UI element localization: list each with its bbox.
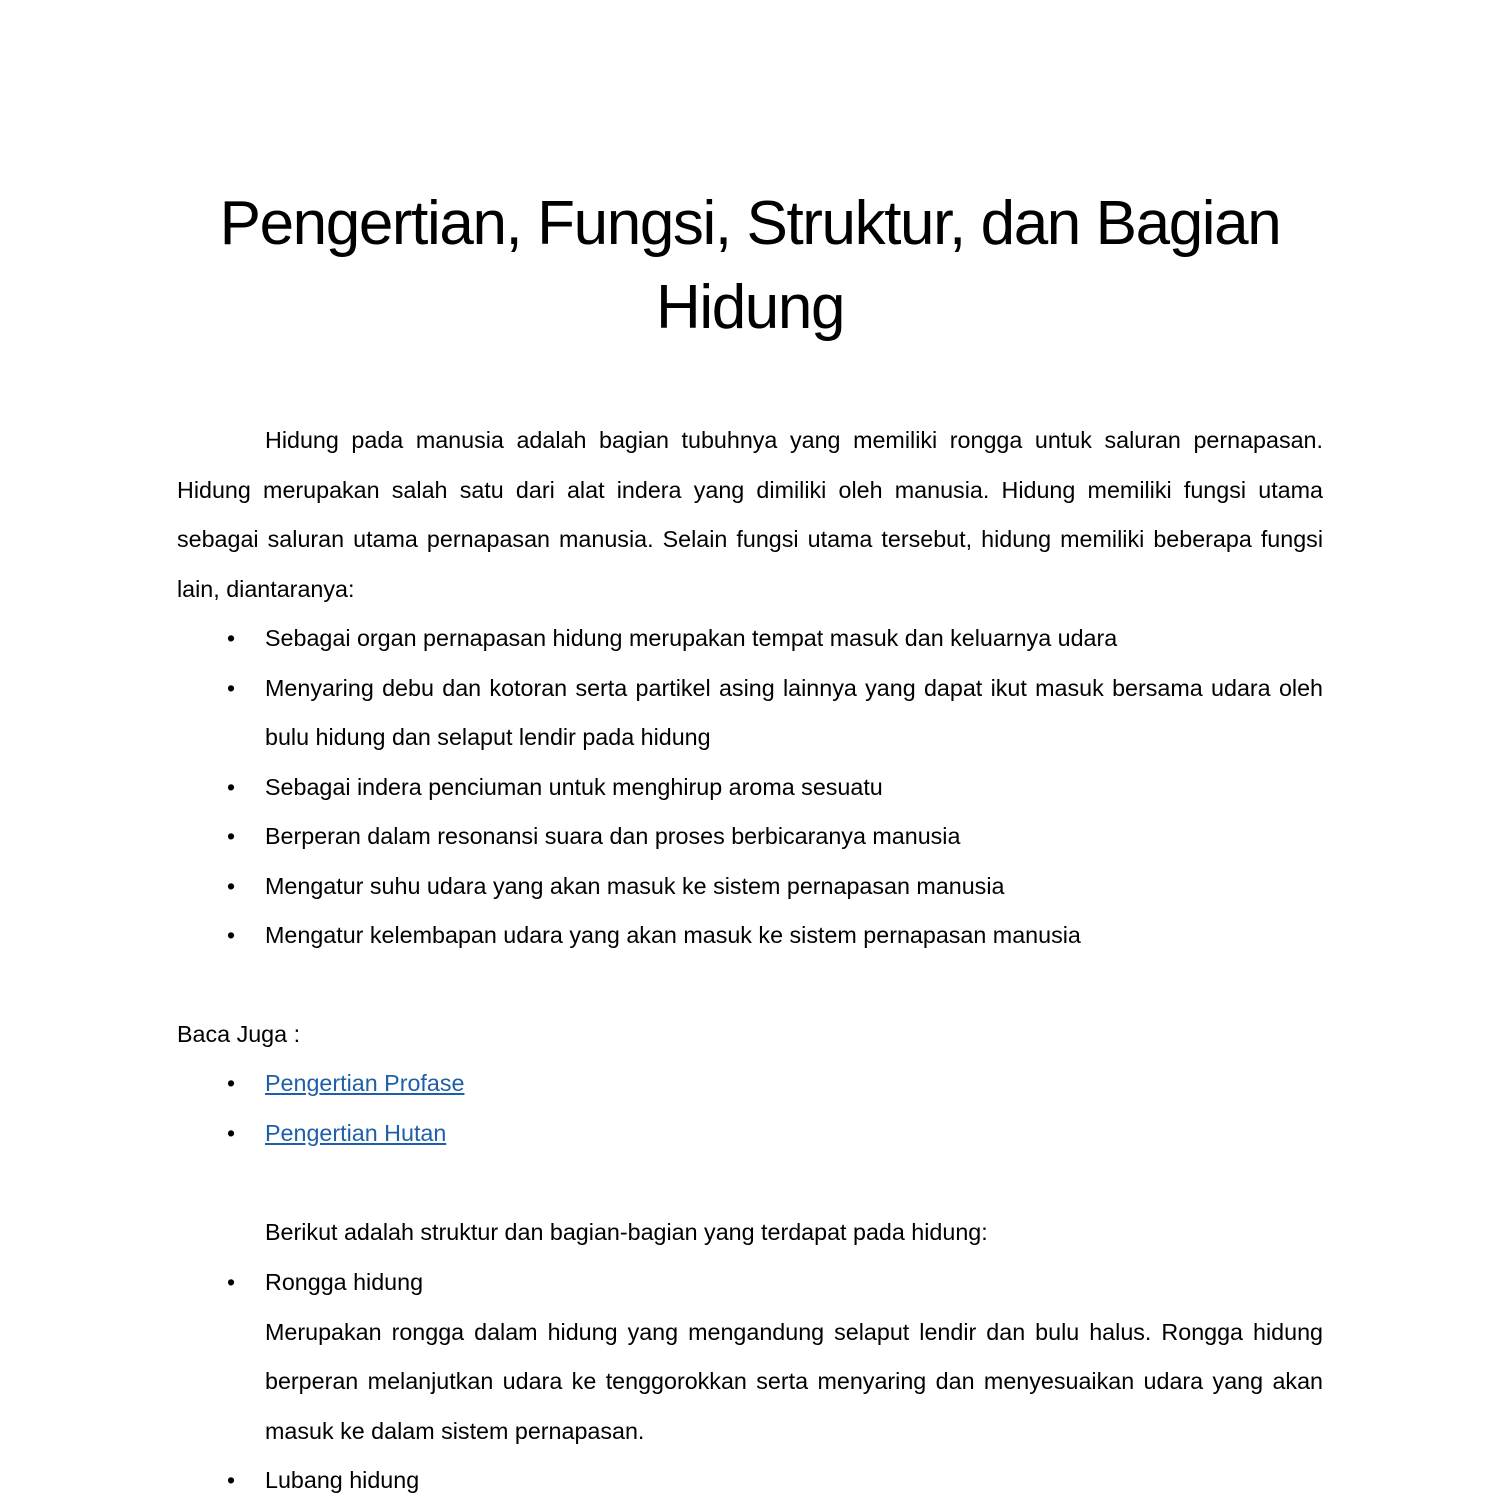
list-item: [177, 1456, 1323, 1506]
link-pengertian-hutan[interactable]: Pengertian Hutan: [265, 1119, 447, 1146]
related-links-list: [177, 1059, 1323, 1158]
functions-list: [177, 614, 1323, 961]
parts-list: [177, 1258, 1323, 1506]
title-line-1: Pengertian, Fungsi, Struktur, dan Bagian: [219, 189, 1281, 258]
list-item: [177, 664, 1323, 763]
intro-paragraph: Hidung pada manusia adalah bagian tubuhnya yang memiliki rongga untuk saluran pernapasan. Hidung merupakan salah satu dari alat indera yang dimiliki oleh manusia. Hidung memiliki fungsi utama sebagai saluran utama pernapasan manusia. Selain fungsi utama tersebut, hidung memiliki beberapa fungsi lain, diantaranya:: [177, 427, 1323, 602]
function-text: Sebagai indera penciuman untuk menghirup aroma sesuatu: [265, 773, 883, 800]
title-line-2: Hidung: [655, 273, 845, 342]
part-name: Lubang hidung: [265, 1467, 420, 1493]
part-description: Merupakan rongga dalam hidung yang mengandung selaput lendir dan bulu halus. Rongga hidung berperan melanjutkan udara ke tenggorokkan serta menyaring dan menyesuaikan udara yang akan masuk ke dalam sistem pernapasan.: [265, 1318, 1323, 1444]
document-title: [150, 182, 1350, 350]
bullet-icon: •: [226, 872, 236, 899]
function-text: Berperan dalam resonansi suara dan proses berbicaranya manusia: [265, 823, 961, 849]
list-item: [177, 1109, 1323, 1159]
bullet-icon: •: [226, 1269, 236, 1295]
link-pengertian-profase[interactable]: Pengertian Profase: [265, 1070, 465, 1096]
function-text: Menyaring debu dan kotoran serta partikel asing lainnya yang dapat ikut masuk bersama udara oleh bulu hidung dan selaput lendir pada hidung: [265, 674, 1323, 750]
bullet-icon: •: [226, 1070, 236, 1096]
list-item: [177, 1059, 1323, 1109]
part-name: Rongga hidung: [265, 1269, 424, 1295]
bullet-icon: •: [226, 1119, 236, 1146]
list-item: [177, 1258, 1323, 1456]
structure-intro: Berikut adalah struktur dan bagian-bagian yang terdapat pada hidung:: [265, 1219, 988, 1245]
baca-juga-label: Baca Juga :: [177, 1021, 301, 1047]
list-item: [177, 862, 1323, 912]
bullet-icon: •: [226, 773, 236, 800]
bullet-icon: •: [226, 823, 236, 849]
list-item: [177, 614, 1323, 664]
list-item: [177, 812, 1323, 862]
function-text: Mengatur suhu udara yang akan masuk ke sistem pernapasan manusia: [265, 872, 1005, 899]
list-item: [177, 911, 1323, 961]
bullet-icon: •: [226, 922, 236, 948]
list-item: [177, 763, 1323, 813]
bullet-icon: •: [226, 674, 236, 701]
bullet-icon: •: [226, 625, 236, 651]
function-text: Sebagai organ pernapasan hidung merupakan tempat masuk dan keluarnya udara: [265, 625, 1118, 651]
function-text: Mengatur kelembapan udara yang akan masuk ke sistem pernapasan manusia: [265, 922, 1081, 948]
bullet-icon: •: [226, 1467, 236, 1493]
